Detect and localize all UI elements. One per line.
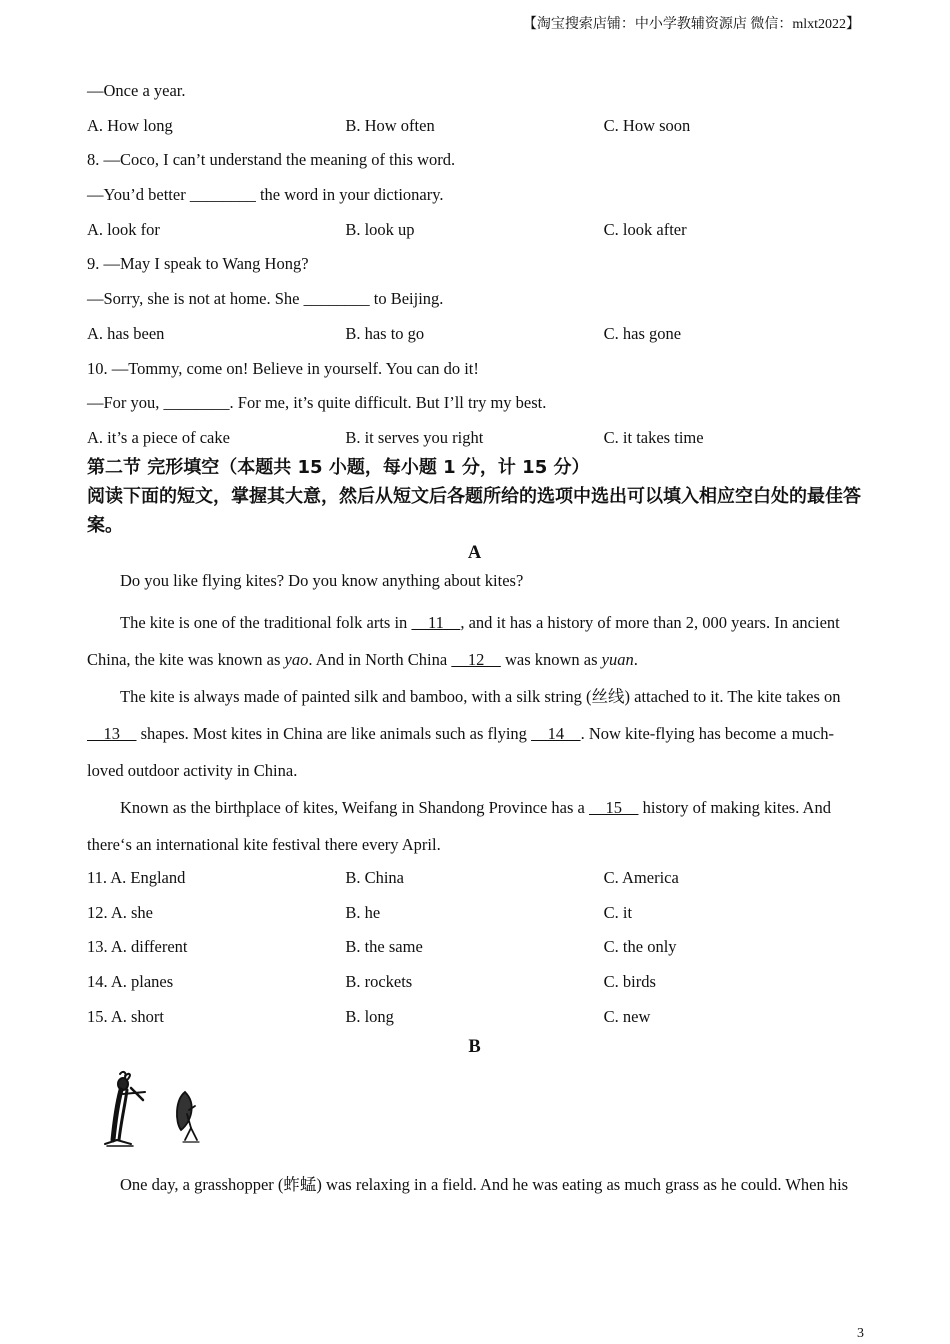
q9-options <box>87 323 862 358</box>
q13-option-a: 13. A. different <box>87 937 188 957</box>
q12-option-b: B. he <box>345 902 381 922</box>
q9-option-b: B. has to go <box>345 323 425 343</box>
passage-a-heading: A <box>467 542 482 563</box>
section2-instruction: 阅读下面的短文，掌握其大意，然后从短文后各题所给的选项中选出可以填入相应空白处的最佳答案。 <box>87 485 861 536</box>
blank-14[interactable]: 14 <box>531 723 581 743</box>
q13-option-b: B. the same <box>345 937 423 957</box>
q11-option-a: 11. A. England <box>87 867 186 887</box>
q7-option-c: C. How soon <box>603 115 691 135</box>
q9-line1: 9. —May I speak to Wang Hong? <box>87 254 309 274</box>
passage-a-paragraph-3: The kite is always made of painted silk and bamboo, with a silk string (丝线) attached to it. The kite takes on 13 shapes. Most kites in China are like animals such as flying 14 . Now kite-flying has become a much-loved outdoor activity in China. <box>87 686 841 780</box>
q10-option-a: A. it’s a piece of cake <box>87 427 230 447</box>
blank-13[interactable]: 13 <box>87 723 137 743</box>
passage-a-paragraph-1: Do you like flying kites? Do you know anything about kites? <box>120 570 524 590</box>
q8-option-c: C. look after <box>603 219 687 239</box>
q11-option-b: B. China <box>345 867 404 887</box>
q15-option-a: 15. A. short <box>87 1006 165 1026</box>
q10-options <box>87 427 862 453</box>
q8-option-b: B. look up <box>345 219 415 239</box>
q13-option-c: C. the only <box>603 937 677 957</box>
passage-a-paragraph-4: Known as the birthplace of kites, Weifang in Shandong Province has a 15 history of making kites. And there‘s an international kite festival there every April. <box>87 797 831 854</box>
passage-a-q14-options <box>87 971 862 1006</box>
passage-a-q11-options <box>87 867 862 902</box>
blank-11[interactable]: 11 <box>411 612 461 632</box>
q7-options <box>87 115 862 150</box>
passage-a-q15-options <box>87 1006 862 1034</box>
passage-a-q13-options <box>87 936 862 971</box>
q8-line1: 8. —Coco, I can’t understand the meaning of this word. <box>87 150 456 170</box>
q9-option-a: A. has been <box>87 323 165 343</box>
passage-b-paragraph-1: One day, a grasshopper (蚱蜢) was relaxing in a field. And he was eating as much grass as he could. When his <box>120 1174 849 1194</box>
page-number: 3 <box>857 1326 864 1341</box>
blank-15[interactable]: 15 <box>588 797 639 817</box>
q12-option-c: C. it <box>603 902 633 922</box>
q10-line1: 10. —Tommy, come on! Believe in yourself. You can do it! <box>87 358 479 378</box>
q9-line2: —Sorry, she is not at home. She ________ to Beijing. <box>87 289 444 309</box>
q14-option-a: 14. A. planes <box>87 971 174 991</box>
blank-12[interactable]: 12 <box>451 649 501 669</box>
page-header: 【淘宝搜索店铺：中小学教辅资源店 微信：mlxt2022】 <box>522 17 860 32</box>
q7-option-a: A. How long <box>87 115 173 135</box>
q15-option-c: C. new <box>603 1006 651 1026</box>
word-yao: yao <box>284 649 309 669</box>
q8-line2: —You’d better ________ the word in your dictionary. <box>87 185 444 205</box>
passage-a-paragraph-2: The kite is one of the traditional folk arts in 11 , and it has a history of more than 2, 000 years. In ancient China, the kite was known as yao. And in North China 12 was known as yuan. <box>87 612 840 669</box>
q7-option-b: B. How often <box>345 115 435 135</box>
grasshopper-and-ant-illustration <box>87 1070 862 1170</box>
q14-option-b: B. rockets <box>345 971 413 991</box>
grasshopper-ant-drawing <box>87 1070 227 1150</box>
q7-answer-line: —Once a year. <box>87 81 186 100</box>
word-yuan: yuan <box>601 649 634 669</box>
section2-title: 第二节 完形填空（本题共 15 小题，每小题 1 分，计 15 分） <box>87 456 590 478</box>
q8-options <box>87 219 862 254</box>
q14-option-c: C. birds <box>603 971 656 991</box>
q10-line2: —For you, ________. For me, it’s quite difficult. But I’ll try my best. <box>87 393 547 413</box>
q10-option-b: B. it serves you right <box>345 427 484 447</box>
q11-option-c: C. America <box>603 867 679 887</box>
q15-option-b: B. long <box>345 1006 394 1026</box>
passage-a-q12-options <box>87 902 862 937</box>
q12-option-a: 12. A. she <box>87 902 153 922</box>
passage-b-heading: B <box>468 1036 481 1057</box>
document-body <box>87 80 862 1208</box>
q8-option-a: A. look for <box>87 219 160 239</box>
q9-option-c: C. has gone <box>603 323 682 343</box>
q10-option-c: C. it takes time <box>603 427 704 447</box>
